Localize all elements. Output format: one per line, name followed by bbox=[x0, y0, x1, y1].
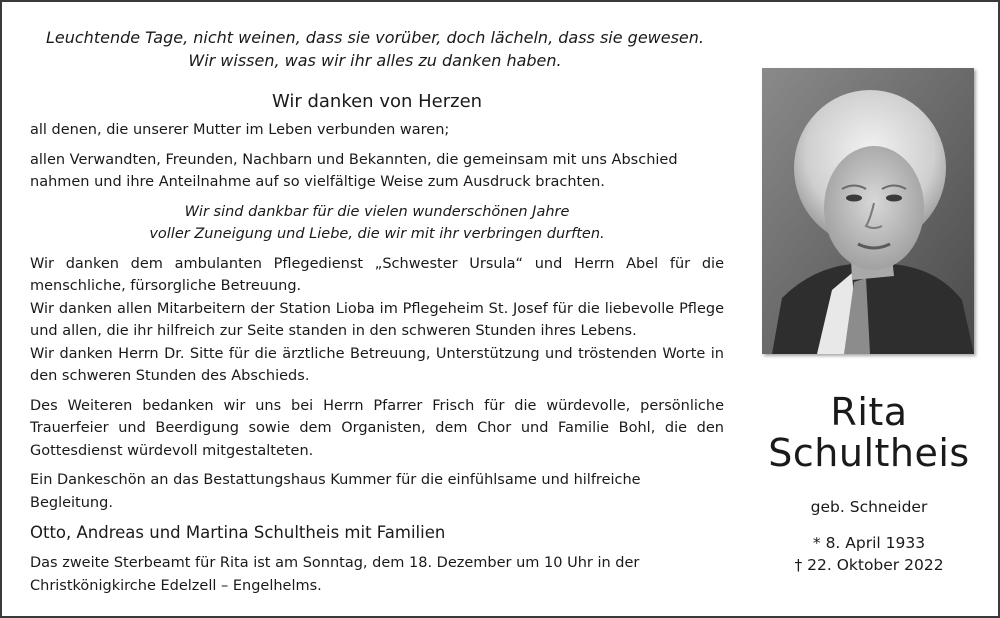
quote-line-2: voller Zuneigung und Liebe, die wir mit ihr verbringen durften. bbox=[149, 226, 605, 242]
motto-line-2: Wir wissen, was wir ihr alles zu danken haben. bbox=[188, 51, 562, 70]
portrait-photo bbox=[762, 68, 974, 354]
thanks-paragraph-4: Wir danken allen Mitarbeitern der Station Lioba im Pflegeheim St. Josef für die liebevolle Pflege und allen, die ihr hilfreich zur Seite standen in den schweren Stunden ihres Lebens. bbox=[30, 300, 724, 339]
deceased-info bbox=[744, 392, 994, 576]
mass-notice-line-2: Christkönigkirche Edelzell – Engelhelms. bbox=[30, 577, 322, 594]
last-name: Schultheis bbox=[768, 431, 970, 475]
thanks-paragraph-7-line-1: Ein Dankeschön an das Bestattungshaus Kummer für die einfühlsame und hilfreiche bbox=[30, 472, 641, 488]
thanks-paragraph-7-line-2: Begleitung. bbox=[30, 494, 113, 511]
thanks-paragraph-2-line-1: allen Verwandten, Freunden, Nachbarn und Bekannten, die gemeinsam mit uns Abschied bbox=[30, 151, 678, 168]
quote-line-1: Wir sind dankbar für die vielen wunderschönen Jahre bbox=[184, 203, 570, 220]
thanks-text bbox=[30, 90, 724, 597]
death-date: † 22. Oktober 2022 bbox=[794, 556, 944, 574]
maiden-name: geb. Schneider bbox=[810, 498, 928, 516]
thanks-paragraph-6: Des Weiteren bedanken wir uns bei Herrn Pfarrer Frisch für die würdevolle, persönliche Trauerfeier und Beerdigung sowie dem Organisten, dem Chor und Familie Bohl, die den Gottesdienst würdevoll mitgestalteten. bbox=[30, 397, 724, 459]
thanks-paragraph-5: Wir danken Herrn Dr. Sitte für die ärztliche Betreuung, Unterstützung und tröstenden Worte in den schweren Stunden des Abschieds. bbox=[30, 345, 724, 384]
mass-notice-line-1: Das zweite Sterbeamt für Rita ist am Sonntag, dem 18. Dezember um 10 Uhr in der bbox=[30, 555, 640, 571]
thanks-paragraph-1: all denen, die unserer Mutter im Leben verbunden waren; bbox=[30, 122, 450, 138]
thanks-heading: Wir danken von Herzen bbox=[271, 91, 483, 112]
first-name: Rita bbox=[830, 390, 908, 434]
birth-date: * 8. April 1933 bbox=[812, 534, 926, 552]
family-signature: Otto, Andreas und Martina Schultheis mit Familien bbox=[30, 523, 446, 542]
thanks-paragraph-3: Wir danken dem ambulanten Pflegedienst „Schwester Ursula“ und Herrn Abel für die menschliche, fürsorgliche Betreuung. bbox=[30, 255, 724, 294]
motto bbox=[22, 26, 728, 72]
thanks-paragraph-2-line-2: nahmen und ihre Anteilnahme auf so vielfältige Weise zum Ausdruck brachten. bbox=[30, 174, 605, 190]
motto-line-1: Leuchtende Tage, nicht weinen, dass sie vorüber, doch lächeln, dass sie gewesen. bbox=[45, 28, 704, 47]
